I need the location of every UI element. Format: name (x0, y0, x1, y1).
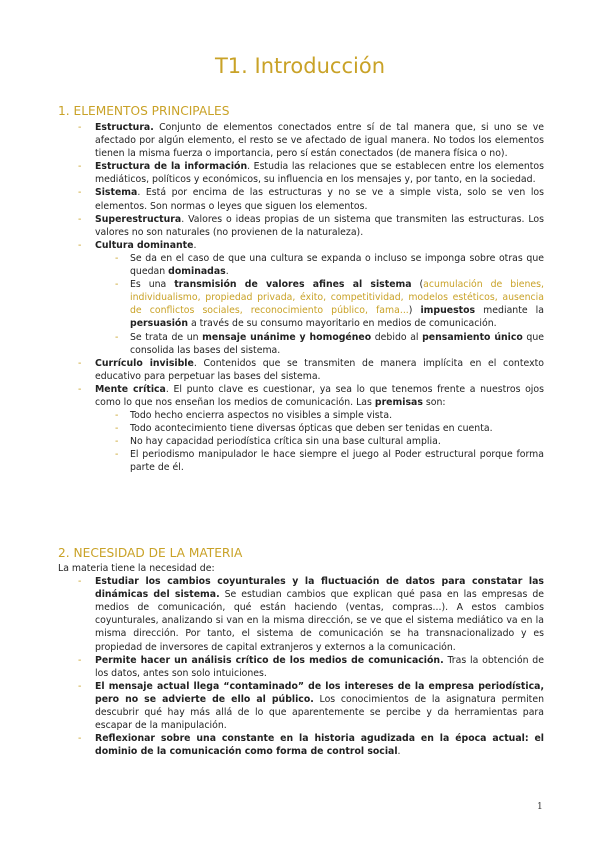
term-curriculo-invisible: Currículo invisible (95, 357, 194, 369)
text-fragment: mediante la (475, 305, 545, 317)
bold-fragment: impuestos (420, 305, 476, 317)
text-estructura-informacion: . Estudia las relaciones que se establecen entre los elementos mediáticos, políticos y económicos, su influencia en los mensajes y, por tanto, en la sociedad. (95, 161, 544, 186)
section-intro: La materia tiene la necesidad de: (58, 563, 215, 574)
sublist-item: - Todo acontecimiento tiene diversas ópticas que deben ser tenidas en cuenta. (95, 422, 544, 435)
term-mente-critica: Mente crítica (95, 383, 166, 395)
text-fragment: Es una (130, 279, 175, 291)
section-body-necesidad (58, 562, 544, 758)
section-heading-elementos: 1. ELEMENTOS PRINCIPALES (58, 104, 230, 118)
bold-fragment: persuasión (130, 318, 188, 330)
list-item-curriculo-invisible (58, 357, 544, 383)
bold-fragment: Estudiar los cambios coyunturales y la fluctuación de datos para constatar las dinámicas del sistema. (95, 576, 544, 601)
list-item-estructura (58, 121, 544, 160)
bold-fragment: pensamiento único (422, 331, 523, 343)
text-fragment: Los conocimientos de la asignatura permiten descubrir qué hay más allá de lo que aparentemente se percibe y da herramientas para escapar de la manipulación. (95, 693, 544, 732)
sublist-item: - No hay capacidad periodística crítica sin una base cultural amplia. (95, 435, 544, 448)
sublist-item (95, 252, 544, 278)
text-superestructura: . Valores o ideas propias de un sistema que transmiten las estructuras. Los valores no son naturales (no provienen de la naturaleza). (95, 213, 544, 238)
page-title: T1. Introducción (214, 54, 386, 78)
text-estructura: Conjunto de elementos conectados entre sí de tal manera que, si uno se ve afectado por algún elemento, el resto se ve afectado de igual manera. No todos los elementos tienen la misma fuerza o importancia, pero sí están conectados (de manera física o no). (95, 122, 544, 160)
text-premisas: son: (422, 396, 446, 408)
premisas-sublist (95, 409, 544, 474)
text-fragment: ( (411, 279, 424, 291)
section-heading-necesidad: 2. NECESIDAD DE LA MATERIA (58, 546, 243, 560)
bold-fragment: Permite hacer un análisis crítico de los medios de comunicación. (95, 654, 444, 666)
text-fragment: Tras la obtención de los datos, antes son solo intuiciones. (95, 654, 544, 679)
text-sistema: . Está por encima de las estructuras y no se ve a simple vista, solo se ven los elementos. Son normas o leyes que siguen los elementos. (95, 187, 544, 212)
sublist-item (95, 331, 544, 357)
bold-fragment: dominadas (168, 266, 226, 278)
list-item-estructura-informacion (58, 160, 544, 186)
text-fragment: Se trata de un (130, 331, 203, 343)
text-fragment: a través de su consumo mayoritario en medios de comunicación. (188, 318, 497, 330)
term-estructura-informacion: Estructura de la información (95, 161, 248, 173)
list-item-superestructura (58, 213, 544, 239)
text-fragment: Se da en el caso de que una cultura se expanda o incluso se imponga sobre otras que quedan (130, 252, 544, 278)
highlighted-values: acumulación de bienes, individualismo, propiedad privada, éxito, competitividad, modelos estéticos, ausencia de conflictos sociales, reconocimiento público, fama... (130, 279, 544, 317)
list-item-cultura-dominante (58, 239, 544, 357)
cultura-sublist (95, 252, 544, 357)
text-fragment: debido al (371, 331, 423, 343)
text-mente-critica: . El punto clave es cuestionar, ya sea lo que tenemos frente a nuestros ojos como lo que nos enseñan los medios de comunicación. Las (95, 383, 544, 408)
page-number: 1 (537, 802, 543, 812)
text-fragment: ) (408, 305, 421, 317)
term-cultura-dominante: Cultura dominante (95, 239, 194, 251)
sublist-item: - El periodismo manipulador le hace siempre el juego al Poder estructural porque forma parte de él. (95, 448, 544, 474)
list-item-mente-critica (58, 383, 544, 475)
list-item (58, 732, 544, 758)
sublist-item (95, 278, 544, 330)
term-premisas: premisas (374, 396, 423, 408)
bold-fragment: Reflexionar sobre una constante en la historia agudizada en la época actual: el dominio de la comunicación como forma de control social (95, 733, 544, 758)
bold-fragment: El mensaje actual llega “contaminado” de los intereses de la empresa periodística, pero no se advierte de ello al público. (95, 680, 544, 705)
text-cultura-dominante: . (193, 239, 197, 251)
bold-fragment: mensaje unánime y homogéneo (202, 331, 372, 343)
list-item (58, 680, 544, 732)
text-fragment: Se estudian cambios que explican qué pasa en las empresas de medios de comunicación, qué están haciendo (ventas, compras...). A estos cambios coyunturales, analizando si van en la misma dirección, se ve que el sistema mediático va en la misma dirección. Por tanto, el sistema de comunicación se ha transnacionalizado y es propiedad de inversores de capital extranjeros y externos a la comunicación. (95, 589, 544, 653)
text-fragment: que consolida las bases del sistema. (130, 331, 544, 356)
term-sistema: Sistema (95, 187, 138, 199)
term-estructura: Estructura. (95, 122, 154, 133)
bold-fragment: transmisión de valores afines al sistema (174, 279, 412, 291)
elements-list (58, 121, 544, 475)
list-item-sistema (58, 186, 544, 212)
text-fragment: . (397, 746, 401, 758)
sublist-item: - Todo hecho encierra aspectos no visibles a simple vista. (95, 409, 544, 422)
term-superestructura: Superestructura (95, 213, 182, 225)
necesidad-list (58, 575, 544, 758)
text-curriculo-invisible: . Contenidos que se transmiten de manera implícita en el contexto educativo para perpetuar las bases del sistema. (95, 357, 544, 382)
text-fragment: . (225, 266, 229, 278)
list-item (58, 654, 544, 680)
list-item (58, 575, 544, 654)
section-body-elementos (58, 121, 544, 475)
